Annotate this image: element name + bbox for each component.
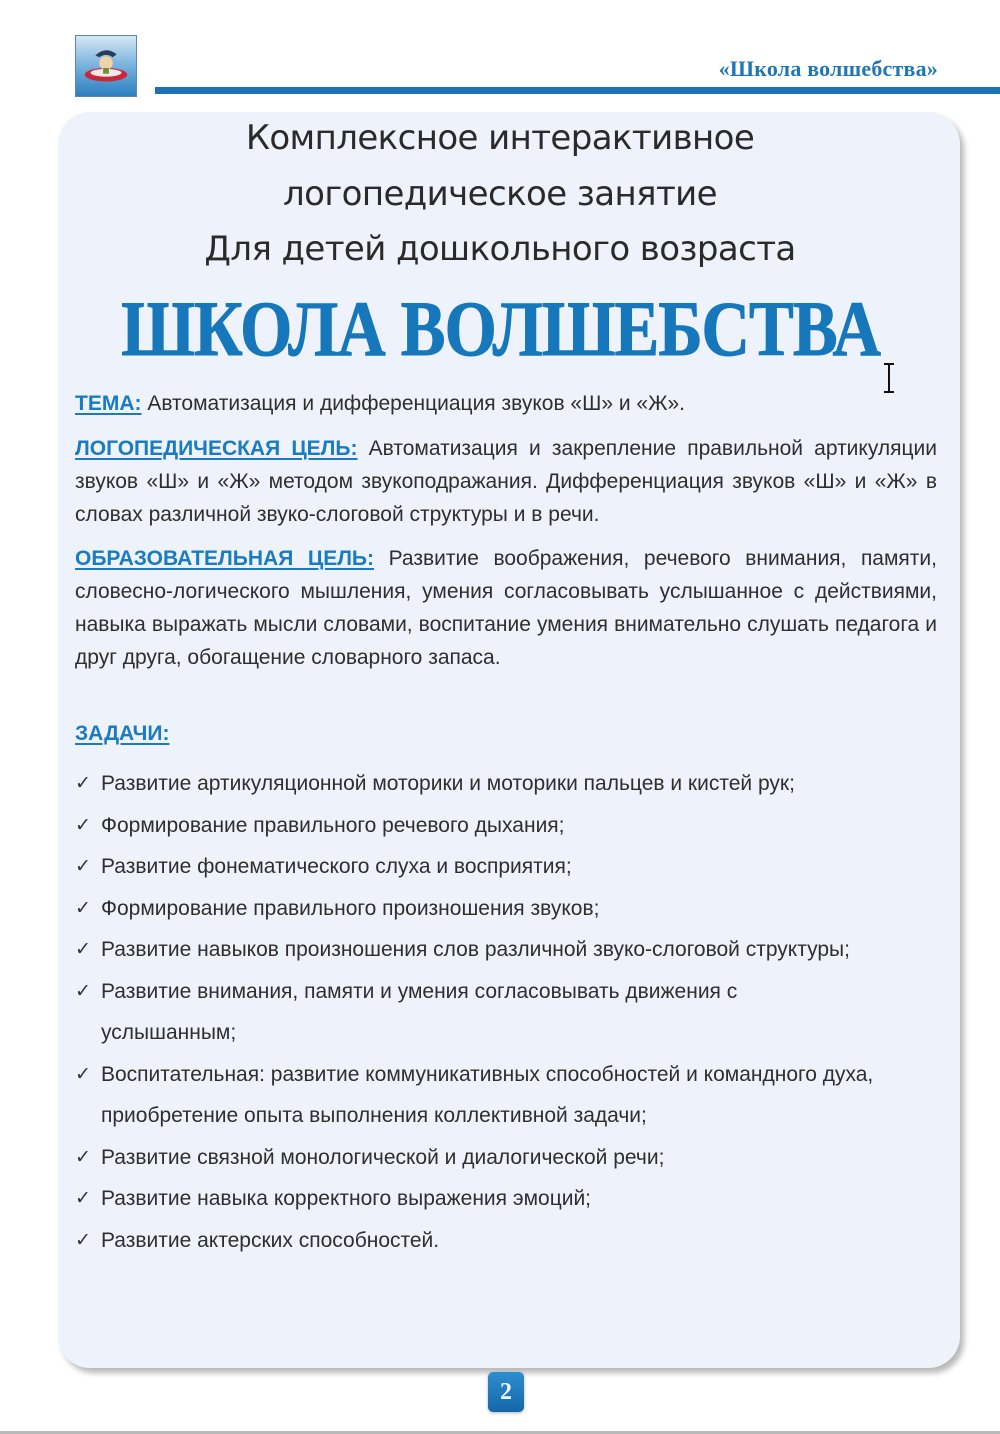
checkmark-icon: ✓ [75, 773, 91, 794]
checkmark-icon: ✓ [75, 897, 91, 919]
task-item [75, 1054, 945, 1137]
task-text: Воспитательная: развитие коммуникативных способностей и командного духа, приобретение опыта выполнения коллективной задачи; [101, 1062, 874, 1127]
tema-text: Автоматизация и дифференциация звуков «Ш» и «Ж». [141, 392, 686, 415]
checkmark-icon: ✓ [75, 856, 91, 877]
task-text: Развитие внимания, памяти и умения согласовывать движения с услышанным; [101, 979, 738, 1044]
task-item [75, 929, 945, 971]
section-logoped-goal [75, 432, 937, 531]
checkmark-icon: ✓ [75, 814, 91, 836]
header-rule [155, 87, 1000, 94]
logoped-goal-label: ЛОГОПЕДИЧЕСКАЯ ЦЕЛЬ: [75, 437, 358, 460]
task-item [75, 1220, 945, 1262]
task-text: Развитие актерских способностей. [101, 1228, 440, 1252]
section-tasks-heading [75, 717, 937, 750]
task-item [75, 763, 945, 805]
task-text: Развитие фонематического слуха и восприятия; [101, 855, 572, 878]
tasks-label: ЗАДАЧИ: [75, 722, 170, 745]
checkmark-icon: ✓ [75, 1229, 91, 1251]
task-text: Формирование правильного речевого дыхания; [101, 813, 565, 837]
task-text: Развитие навыков произношения слов различной звуко-слоговой структуры; [101, 938, 850, 961]
header-title: «Школа волшебства» [718, 56, 938, 81]
subtitle-line-2: логопедическое занятие [283, 174, 717, 214]
task-item [75, 1178, 945, 1220]
task-item [75, 805, 945, 847]
task-item [75, 846, 945, 888]
edu-goal-text: Развитие воображения, речевого внимания, памяти, словесно-логического мышления, умения согласовывать услышанное с действиями, навыка выражать мысли словами, воспитание умения внимательно слушать педагога и друг друга, обогащение словарного запаса. [75, 547, 937, 669]
checkmark-icon: ✓ [75, 939, 91, 960]
task-text: Развитие навыка корректного выражения эмоций; [101, 1187, 592, 1210]
section-edu-goal [75, 542, 937, 674]
task-text: Развитие связной монологической и диалогической речи; [101, 1145, 665, 1169]
subtitle-line-3: Для детей дошкольного возраста [204, 229, 796, 269]
checkmark-icon: ✓ [75, 1188, 91, 1209]
task-item [75, 971, 945, 1054]
main-title: ШКОЛА ВОЛШЕБСТВА [121, 285, 881, 372]
subtitle-line-1: Комплексное интерактивное [245, 118, 755, 158]
task-item [75, 888, 945, 930]
checkmark-icon: ✓ [75, 1063, 91, 1085]
wizard-logo-graphic [76, 36, 136, 96]
logoped-goal-text: Автоматизация и закрепление правильной артикуляции звуков «Ш» и «Ж» методом звукоподражания. Дифференциация звуков «Ш» и «Ж» в словах различной звуко-слоговой структуры и в речи. [75, 437, 937, 526]
tasks-list [75, 763, 945, 1261]
task-text: Формирование правильного произношения звуков; [101, 896, 600, 920]
page-number: 2 [488, 1372, 524, 1412]
wizard-logo-icon [75, 35, 137, 97]
checkmark-icon: ✓ [75, 980, 91, 1002]
checkmark-icon: ✓ [75, 1146, 91, 1168]
task-item [75, 1137, 945, 1179]
tema-label: ТЕМА: [75, 392, 142, 415]
section-tema [75, 387, 937, 420]
edu-goal-label: ОБРАЗОВАТЕЛЬНАЯ ЦЕЛЬ: [75, 547, 375, 570]
task-text: Развитие артикуляционной моторики и моторики пальцев и кистей рук; [101, 772, 795, 795]
